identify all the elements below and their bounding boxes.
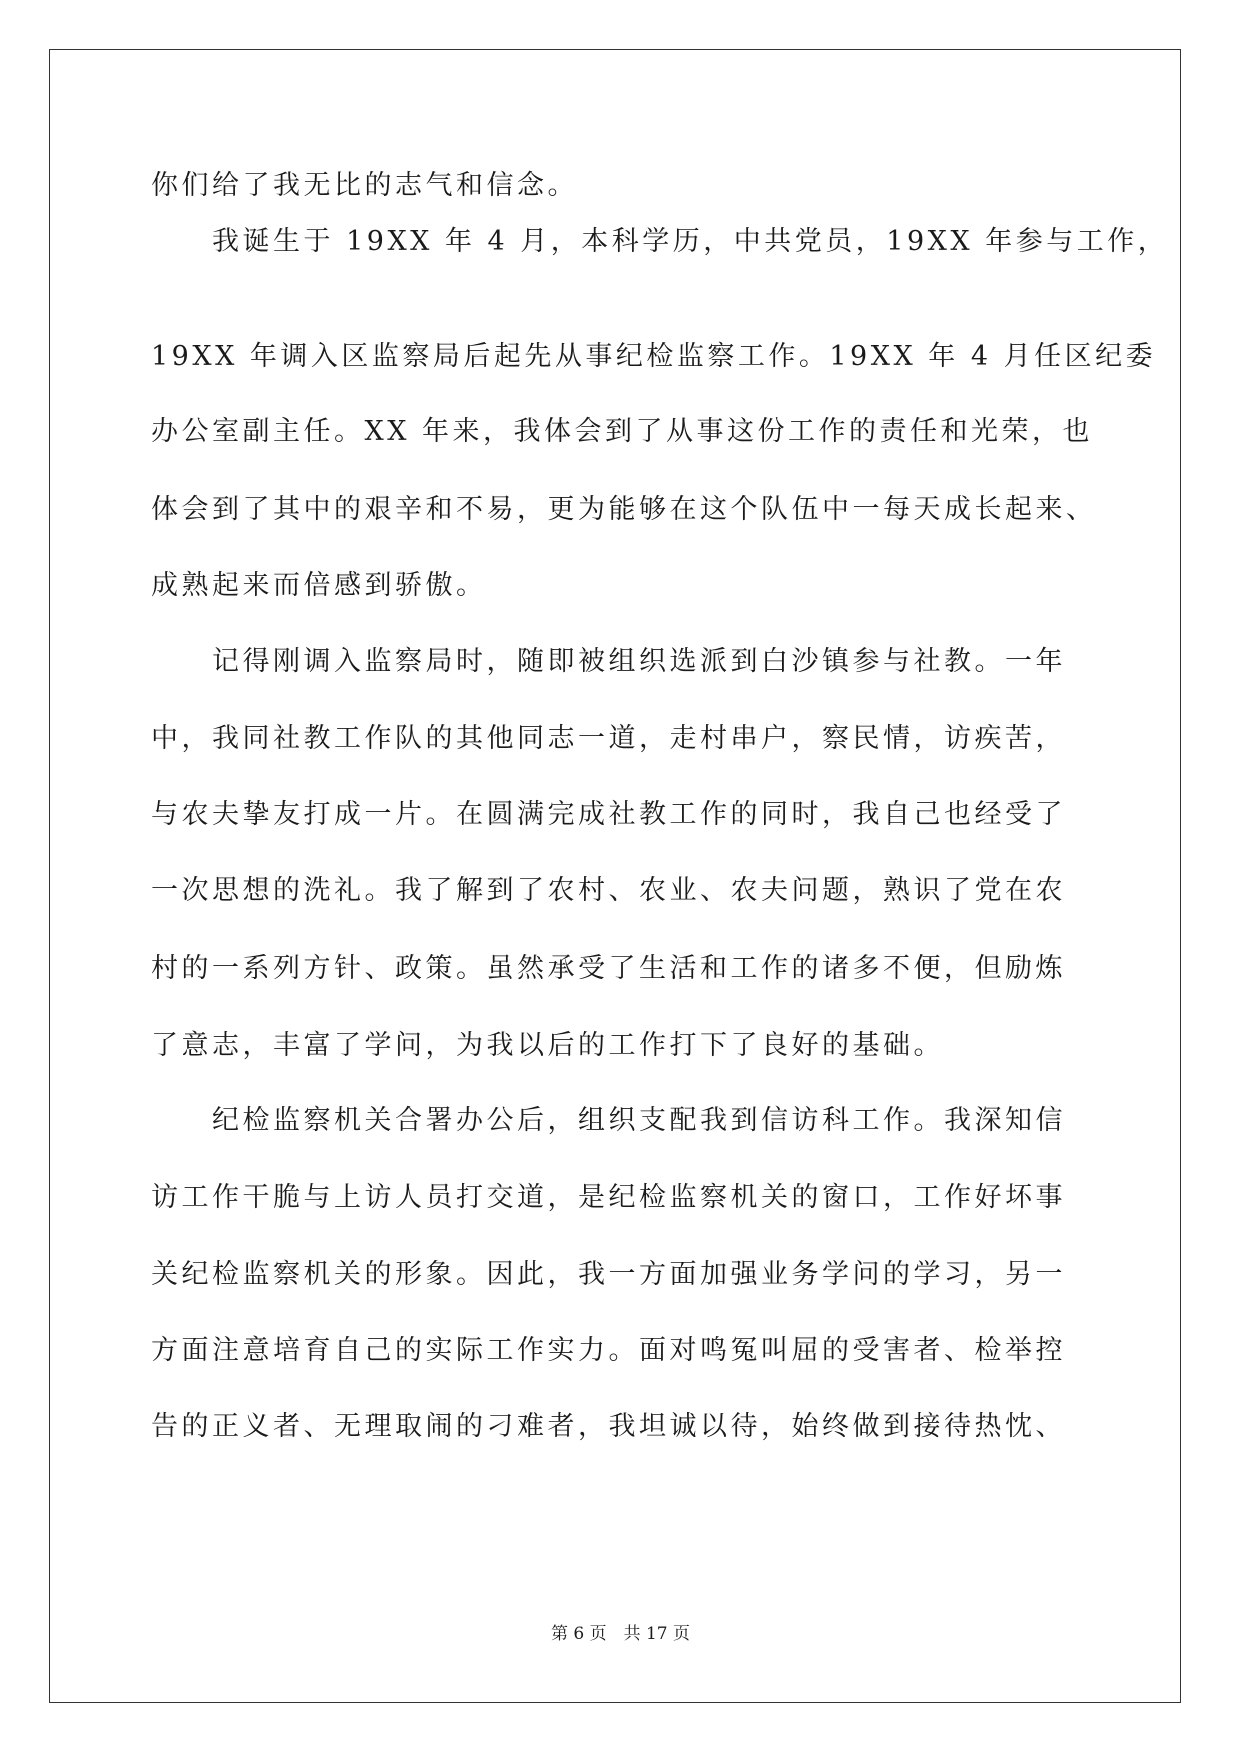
text-line: 关纪检监察机关的形象。因此，我一方面加强业务学问的学习，另一 [151,1259,1066,1290]
text-line: 我诞生于 19XX 年 4 月，本科学历，中共党员，19XX 年参与工作， [151,226,1169,257]
text-line: 了意志，丰富了学问，为我以后的工作打下了良好的基础。 [151,1030,944,1061]
text-line: 办公室副主任。XX 年来，我体会到了从事这份工作的责任和光荣，也 [151,416,1094,447]
text-line: 记得刚调入监察局时，随即被组织选派到白沙镇参与社教。一年 [151,646,1066,677]
text-line: 告的正义者、无理取闹的刁难者，我坦诚以待，始终做到接待热忱、 [151,1411,1066,1442]
text-line: 纪检监察机关合署办公后，组织支配我到信访科工作。我深知信 [151,1105,1066,1136]
text-line: 成熟起来而倍感到骄傲。 [151,570,487,601]
page-number-footer: 第 6 页 共 17 页 [550,1624,691,1644]
text-line: 与农夫挚友打成一片。在圆满完成社教工作的同时，我自己也经受了 [151,799,1066,830]
text-line: 体会到了其中的艰辛和不易，更为能够在这个队伍中一每天成长起来、 [151,494,1097,525]
text-line: 你们给了我无比的志气和信念。 [151,170,578,201]
text-line: 一次思想的洗礼。我了解到了农村、农业、农夫问题，熟识了党在农 [151,875,1066,906]
text-line: 19XX 年调入区监察局后起先从事纪检监察工作。19XX 年 4 月任区纪委 [151,341,1157,372]
text-line: 方面注意培育自己的实际工作实力。面对鸣冤叫屈的受害者、检举控 [151,1335,1066,1366]
text-line: 访工作干脆与上访人员打交道，是纪检监察机关的窗口，工作好坏事 [151,1182,1066,1213]
text-line: 村的一系列方针、政策。虽然承受了生活和工作的诸多不便，但励炼 [151,953,1066,984]
text-line: 中，我同社教工作队的其他同志一道，走村串户，察民情，访疾苦， [151,723,1066,754]
